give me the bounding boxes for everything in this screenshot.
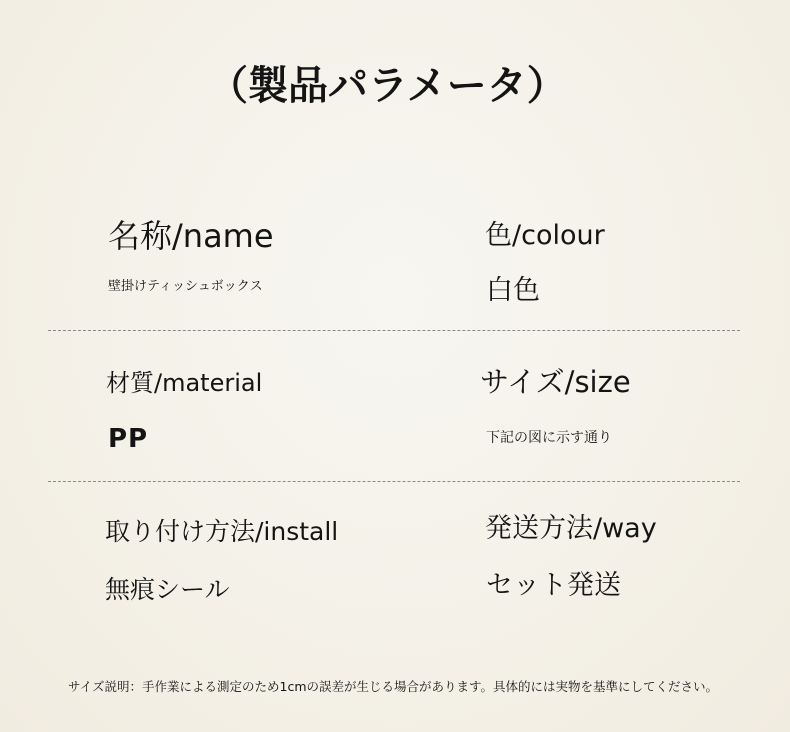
shipping-value: セット発送	[486, 570, 621, 601]
install-label: 取り付け方法/install	[105, 517, 339, 546]
shipping-label: 発送方法/way	[485, 513, 657, 544]
name-value: 壁掛けティッシュボックス	[108, 279, 263, 294]
divider-2	[48, 481, 740, 482]
colour-value: 白色	[486, 275, 540, 306]
material-label: 材質/material	[106, 369, 263, 397]
divider-1	[48, 330, 740, 331]
install-value: 無痕シール	[105, 575, 230, 604]
page-title: （製品パラメータ）	[208, 63, 567, 109]
name-label: 名称/name	[108, 217, 274, 255]
size-note: サイズ説明：手作業による測定のため1cmの誤差が生じる場合があります。具体的には実物を基準にしてください。	[68, 679, 719, 694]
size-label: サイズ/size	[480, 365, 631, 399]
material-value: PP	[108, 424, 149, 454]
size-value: 下記の図に示す通り	[486, 430, 612, 446]
colour-label: 色/colour	[485, 220, 605, 251]
